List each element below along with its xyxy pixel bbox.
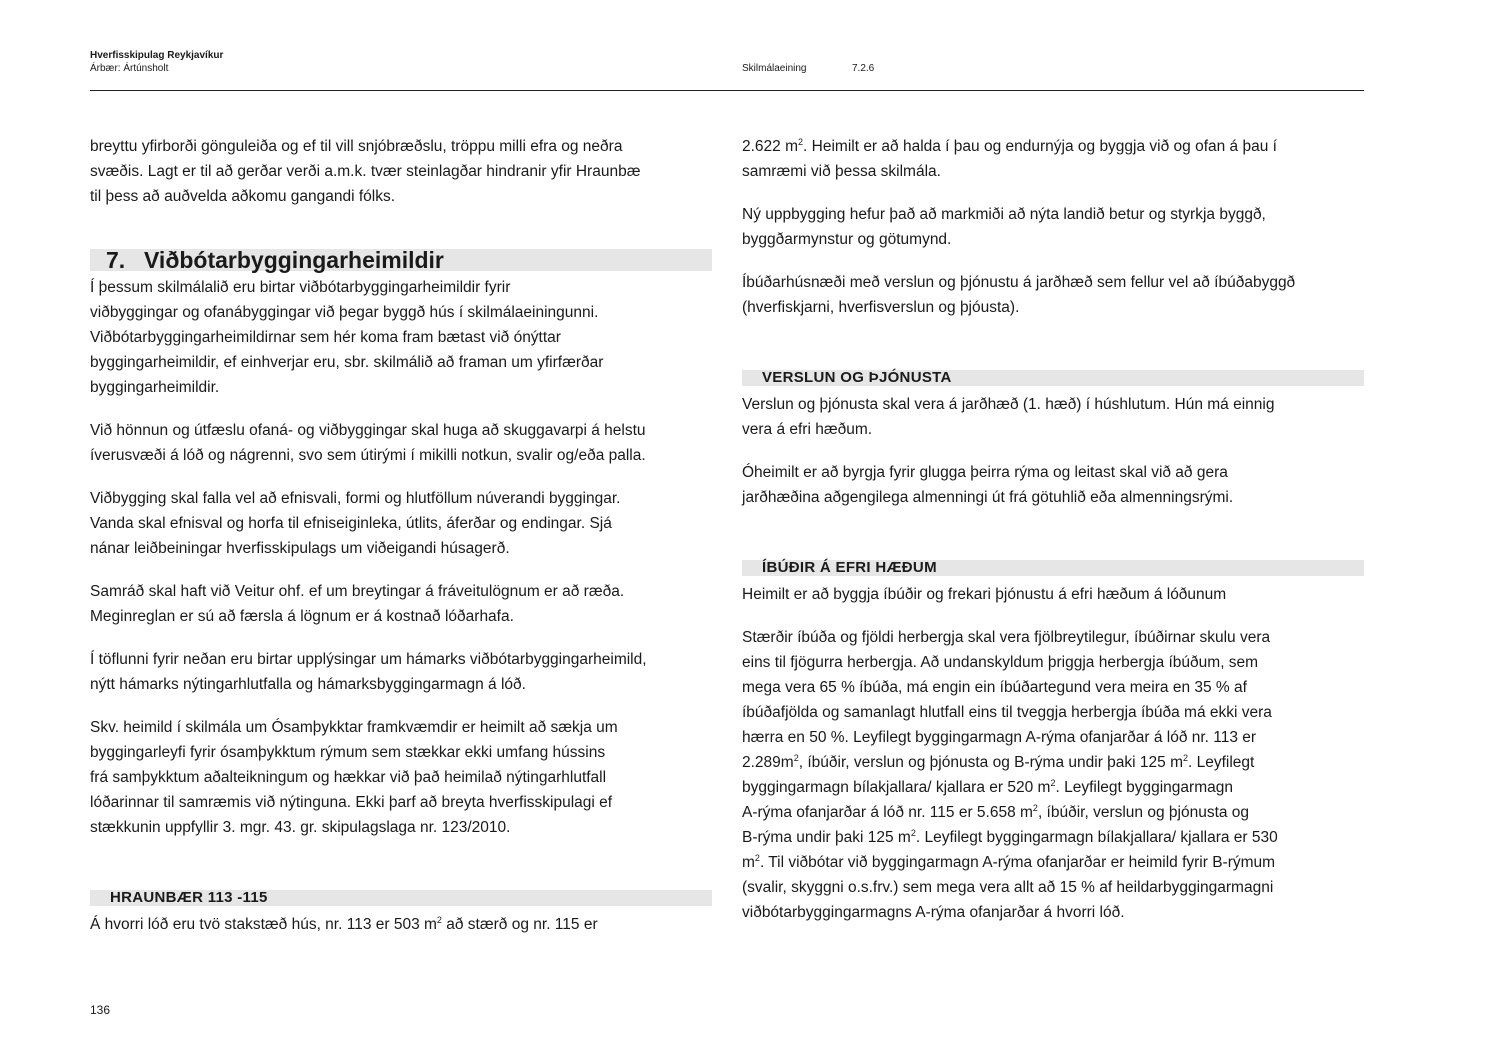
paragraph: Heimilt er að byggja íbúðir og frekari þjónustu á efri hæðum á lóðunum [742, 586, 1227, 603]
section-heading-title: Viðbótarbyggingarheimildir [144, 247, 444, 273]
subsection-heading: ÍBÚÐIR Á EFRI HÆÐUM [742, 560, 1364, 576]
paragraph: Íbúðarhúsnæði með verslun og þjónustu á jarðhæð sem fellur vel að íbúðabyggð (hverfiskjarni, hverfisverslun og þjóusta). [742, 274, 1296, 316]
paragraph: breyttu yfirborði gönguleiða og ef til vill snjóbræðslu, tröppu milli efra og neðra svæðis. Lagt er til að gerðar verði a.m.k. tvær steinlagðar hindranir yfir Hraunbæ til þess að auðvelda aðkomu gangandi fólks. [90, 138, 641, 205]
section-number: 7.2.6 [852, 63, 875, 74]
right-column [742, 134, 1364, 925]
subsection-heading: VERSLUN OG ÞJÓNUSTA [742, 370, 1364, 386]
page-number: 136 [90, 1003, 111, 1017]
paragraph: Í þessum skilmálalið eru birtar viðbótarbyggingarheimildir fyrir viðbyggingar og ofanábyggingar við þegar byggð hús í skilmálaeiningunni. Viðbótarbyggingarheimildirnar sem hér koma fram bætast við ónýttar byggingarheimildir, ef einhverjar eru, sbr. skilmálið að framan um yfirfærðar byggingarheimildir. [90, 279, 604, 396]
section-label: Skilmálaeining [742, 63, 807, 74]
paragraph: Á hvorri lóð eru tvö stakstæð hús, nr. 113 er 503 $m^2$ að stærð og nr. 115 er [90, 914, 598, 933]
paragraph: Skv. heimild í skilmála um Ósamþykktar framkvæmdir er heimilt að sækja um byggingarleyfi fyrir ósamþykktum rýmum sem stækkar ekki umfang hússins frá samþykktum aðalteikningum og hækkar við það heimilað nýtingarhlutfall lóðarinnar til samræmis við nýtinguna. Ekki þarf að breyta hverfisskipulagi ef stækkunin uppfyllir 3. mgr. 43. gr. skipulagslaga nr. 123/2010. [90, 719, 618, 836]
document-title: Hverfisskipulag Reykjavíkur [90, 50, 224, 61]
document-subtitle: Árbær: Ártúnsholt [90, 63, 169, 74]
paragraph: Verslun og þjónusta skal vera á jarðhæð (1. hæð) í húshlutum. Hún má einnig vera á efri hæðum. [742, 396, 1275, 438]
paragraph: Samráð skal haft við Veitur ohf. ef um breytingar á fráveitulögnum er að ræða. Meginreglan er sú að færsla á lögnum er á kostnað lóðarhafa. [90, 583, 625, 625]
paragraph: Stærðir íbúða og fjöldi herbergja skal vera fjölbreytilegur, íbúðirnar skulu vera eins til fjögurra herbergja. Að undanskyldum þriggja herbergja íbúðum, sem mega vera 65 % íbúða, má engin ein íbúðartegund vera meira en 35 % af íbúðafjölda og samanlagt hlutfall eins til tveggja herbergja íbúða má ekki vera hærra en 50 %. Leyfilegt byggingarmagn A-rýma ofanjarðar á lóð nr. 113 er $2.289m^2$, íbúðir, verslun og þjónusta og B-rýma undir þaki 125 $m^2$. Leyfilegt byggingarmagn bílakjallara/ kjallara er 520 $m^2$. Leyfilegt byggingarmagn A-rýma ofanjarðar á lóð nr. 115 er 5.658 $m^2$, íbúðir, verslun og þjónusta og B-rýma undir þaki 125 $m^2$. Leyfilegt byggingarmagn bílakjallara/ kjallara er 530 $m^2$. Til viðbótar við byggingarmagn A-rýma ofanjarðar er heimild fyrir B-rýmum (svalir, skyggni o.s.frv.) sem mega vera allt að 15 % af heildarbyggingarmagni viðbótarbyggingarmagns A-rýma ofanjarðar á hvorri lóð. [742, 629, 1278, 921]
section-heading [90, 249, 712, 271]
subsection-heading: HRAUNBÆR 113 -115 [90, 890, 712, 906]
paragraph: Óheimilt er að byrgja fyrir glugga þeirra rýma og leitast skal við að gera jarðhæðina aðgengilega almenningi út frá götuhlið eða almenningsrými. [742, 464, 1234, 506]
left-column [90, 134, 712, 937]
paragraph: Við hönnun og útfæslu ofaná- og viðbyggingar skal huga að skuggavarpi á helstu íverusvæði á lóð og nágrenni, svo sem útirými í mikilli notkun, svalir og/eða palla. [90, 422, 646, 464]
page-header [90, 50, 1364, 91]
paragraph: Viðbygging skal falla vel að efnisvali, formi og hlutföllum núverandi byggingar. Vanda skal efnisval og horfa til efniseiginleka, útlits, áferðar og endingar. Sjá nánar leiðbeiningar hverfisskipulags um viðeigandi húsagerð. [90, 490, 621, 557]
paragraph: Ný uppbygging hefur það að markmiði að nýta landið betur og styrkja byggð, byggðarmynstur og götumynd. [742, 206, 1266, 248]
section-heading-number: 7. [106, 247, 126, 273]
paragraph: 2.622 $m^2$. Heimilt er að halda í þau og endurnýja og byggja við og ofan á þau í samræmi við þessa skilmála. [742, 136, 1277, 180]
paragraph: Í töflunni fyrir neðan eru birtar upplýsingar um hámarks viðbótarbyggingarheimild, nýtt hámarks nýtingarhlutfalla og hámarksbyggingarmagn á lóð. [90, 651, 647, 693]
